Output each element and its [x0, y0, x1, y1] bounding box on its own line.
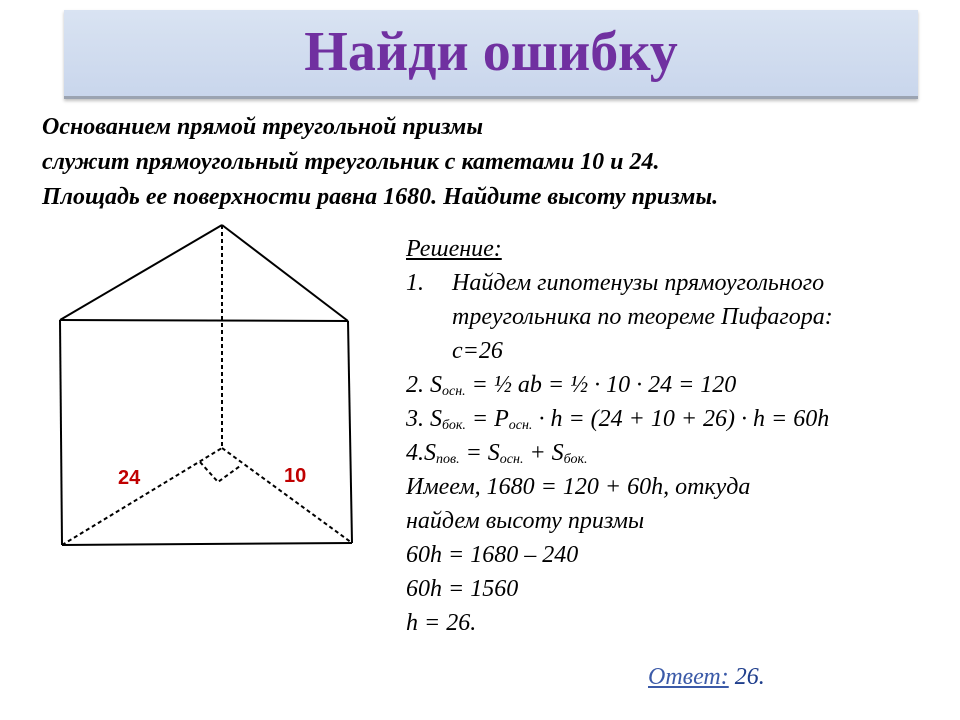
step-3: [406, 402, 946, 436]
line-have: Имеем, 1680 = 120 + 60h, откуда: [406, 474, 751, 500]
equation-1: 60h = 1680 – 240: [406, 542, 579, 568]
top-edge-left: [60, 225, 222, 320]
hidden-bottom-edge-right: [222, 448, 352, 543]
answer-label: Ответ:: [648, 664, 729, 690]
step-1-line-3: c=26: [452, 338, 503, 364]
step-3-c: · h = (24 + 10 + 26) · h = 60h: [532, 406, 830, 432]
step-4-a: 4.S: [406, 440, 436, 466]
right-angle-marker: [200, 462, 240, 482]
solution: [406, 232, 946, 640]
step-4: [406, 436, 946, 470]
step-3-sub-2: осн.: [508, 418, 533, 433]
step-4-sub-2: осн.: [499, 452, 524, 467]
step-2: [406, 368, 946, 402]
equation-2: 60h = 1560: [406, 576, 519, 602]
problem-statement: [42, 110, 942, 215]
step-2-a: 2. S: [406, 372, 442, 398]
label-leg-10: 10: [284, 465, 307, 487]
top-edge-right: [222, 225, 348, 321]
step-2-b: = ½ ab = ½ · 10 · 24 = 120: [465, 372, 737, 398]
problem-line-2: служит прямоугольный треугольник с катетами 10 и 24.: [42, 149, 660, 175]
prism-diagram: [0, 210, 400, 570]
step-4-sub-1: пов.: [436, 452, 460, 467]
equation-3: h = 26.: [406, 610, 477, 636]
page-title: Найди ошибку: [304, 21, 678, 83]
step-2-sub: осн.: [442, 384, 466, 399]
problem-line-1: Основанием прямой треугольной призмы: [42, 114, 483, 140]
line-find: найдем высоту призмы: [406, 508, 645, 534]
step-1-number: 1.: [406, 270, 424, 296]
problem-line-3: Площадь ее поверхности равна 1680. Найдите высоту призмы.: [42, 184, 719, 210]
step-4-sub-3: бок.: [563, 452, 588, 467]
step-1-line-1: Найдем гипотенузы прямоугольного: [452, 270, 825, 296]
step-3-b: = P: [465, 406, 509, 432]
label-leg-24: 24: [118, 467, 141, 489]
step-4-b: = S: [459, 440, 500, 466]
answer: [648, 664, 765, 691]
solution-heading: Решение:: [406, 236, 502, 262]
top-edge-front: [60, 320, 348, 321]
vertical-edge-right: [348, 321, 352, 543]
answer-value: 26.: [728, 664, 765, 690]
step-3-sub-1: бок.: [442, 418, 466, 433]
step-1: [406, 266, 946, 300]
step-3-a: 3. S: [406, 406, 442, 432]
vertical-edge-left: [60, 320, 62, 545]
step-1-line-2: треугольника по теореме Пифагора:: [452, 304, 833, 330]
hidden-bottom-edge-left: [62, 448, 222, 545]
step-4-c: + S: [523, 440, 564, 466]
bottom-edge-front: [62, 543, 352, 545]
